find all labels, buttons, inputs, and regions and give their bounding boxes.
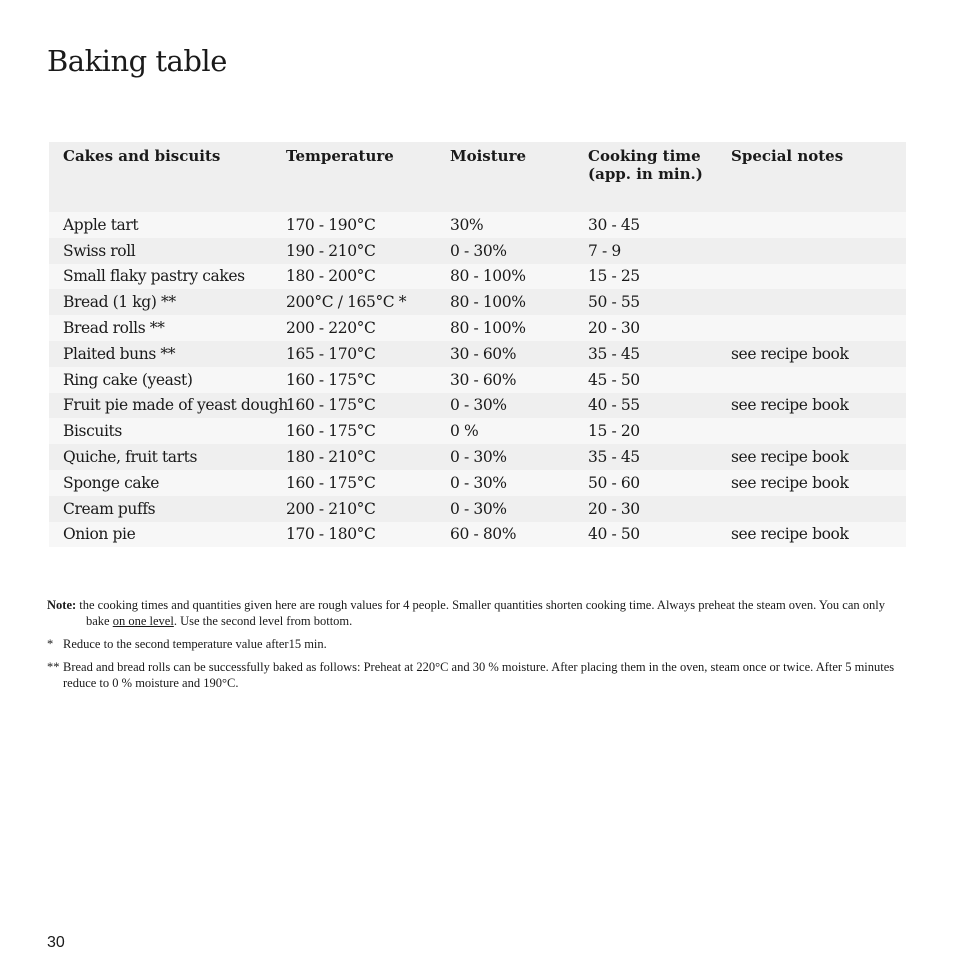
special-notes-cell: [717, 367, 906, 393]
cooking-time-cell: 35 - 45: [588, 448, 640, 467]
special-notes-cell: [717, 315, 906, 341]
special-notes-cell: see recipe book: [731, 448, 849, 467]
double-star-text: Bread and bread rolls can be successfully baked as follows: Preheat at 220°C and 30 % moisture. After placing them in the oven, steam once or twice. After 5 minutes reduce to 0 % moisture and 190°C.: [63, 660, 895, 690]
table-row: [49, 470, 906, 496]
single-star-text: Reduce to the second temperature value after15 min.: [63, 637, 327, 651]
page-number: 30: [47, 934, 65, 951]
column-header: [49, 142, 272, 212]
double-star-marker: **: [47, 660, 60, 674]
item-cell: Sponge cake: [63, 473, 159, 492]
general-note: [47, 597, 907, 629]
special-notes-cell: [717, 418, 906, 444]
table-row: [49, 393, 906, 419]
table-row: [49, 341, 906, 367]
table-row: [49, 522, 906, 548]
table-row: [49, 418, 906, 444]
special-notes-cell: see recipe book: [731, 473, 849, 492]
item-cell: Cream puffs: [63, 499, 156, 518]
table-header: [49, 142, 906, 212]
note-text-part-1: the cooking times and quantities given here are rough values for 4 people. Smaller quantities shorten cooking time. Always preheat the steam oven. You can only bake: [79, 598, 885, 628]
temperature-cell: 170 - 180°C: [286, 525, 376, 544]
single-star-note: [47, 636, 907, 652]
notes-section: [47, 597, 907, 698]
double-star-note: [47, 659, 907, 691]
column-header-label: (app. in min.): [588, 165, 703, 183]
special-notes-cell: see recipe book: [731, 396, 849, 415]
moisture-cell: 80 - 100%: [450, 319, 526, 338]
cooking-time-cell: 40 - 50: [588, 525, 640, 544]
header-row: [49, 142, 906, 212]
temperature-cell: 160 - 175°C: [286, 422, 376, 441]
special-notes-cell: [717, 289, 906, 315]
item-cell: Plaited buns **: [63, 344, 176, 363]
table-row: [49, 496, 906, 522]
cooking-time-cell: 40 - 55: [588, 396, 640, 415]
column-header-label: Special notes: [731, 147, 844, 165]
cooking-time-cell: 45 - 50: [588, 370, 640, 389]
temperature-cell: 200 - 220°C: [286, 319, 376, 338]
table-row: [49, 444, 906, 470]
table-body: [49, 212, 906, 547]
note-text-part-2: . Use the second level from bottom.: [173, 614, 353, 628]
item-cell: Quiche, fruit tarts: [63, 448, 198, 467]
temperature-cell: 160 - 175°C: [286, 396, 376, 415]
page-title: Baking table: [47, 44, 227, 78]
table-row: [49, 367, 906, 393]
table-row: [49, 238, 906, 264]
moisture-cell: 60 - 80%: [450, 525, 517, 544]
cooking-time-cell: 7 - 9: [588, 241, 621, 260]
single-star-marker: *: [47, 637, 54, 651]
table-row: [49, 264, 906, 290]
item-cell: Bread rolls **: [63, 319, 165, 338]
special-notes-cell: [717, 212, 906, 238]
temperature-cell: 165 - 170°C: [286, 344, 376, 363]
note-label: Note:: [47, 598, 77, 612]
item-cell: Swiss roll: [63, 241, 136, 260]
moisture-cell: 0 - 30%: [450, 241, 507, 260]
table-row: [49, 289, 906, 315]
baking-table: [49, 142, 906, 547]
item-cell: Small flaky pastry cakes: [63, 267, 245, 286]
temperature-cell: 160 - 175°C: [286, 370, 376, 389]
item-cell: Apple tart: [63, 215, 139, 234]
column-header: [272, 142, 436, 212]
note-underlined-text: on one level: [112, 614, 174, 628]
moisture-cell: 0 - 30%: [450, 473, 507, 492]
column-header-label: Cooking time: [588, 147, 701, 165]
special-notes-cell: [717, 238, 906, 264]
column-header-label: Moisture: [450, 147, 527, 165]
column-header: [717, 142, 906, 212]
special-notes-cell: [717, 496, 906, 522]
moisture-cell: 0 - 30%: [450, 448, 507, 467]
cooking-time-cell: 20 - 30: [588, 319, 640, 338]
temperature-cell: 200 - 210°C: [286, 499, 376, 518]
item-cell: Fruit pie made of yeast dough: [63, 396, 289, 415]
item-cell: Onion pie: [63, 525, 136, 544]
item-cell: Ring cake (yeast): [63, 370, 193, 389]
moisture-cell: 80 - 100%: [450, 293, 526, 312]
cooking-time-cell: 15 - 25: [588, 267, 640, 286]
moisture-cell: 30%: [450, 215, 484, 234]
temperature-cell: 180 - 200°C: [286, 267, 376, 286]
special-notes-cell: [717, 264, 906, 290]
moisture-cell: 30 - 60%: [450, 344, 517, 363]
column-header: [574, 142, 717, 212]
special-notes-cell: see recipe book: [731, 525, 849, 544]
moisture-cell: 0 %: [450, 422, 479, 441]
item-cell: Bread (1 kg) **: [63, 293, 176, 312]
temperature-cell: 200°C / 165°C *: [286, 293, 407, 312]
moisture-cell: 0 - 30%: [450, 499, 507, 518]
column-header: [436, 142, 574, 212]
temperature-cell: 160 - 175°C: [286, 473, 376, 492]
item-cell: Biscuits: [63, 422, 122, 441]
column-header-label: Cakes and biscuits: [63, 147, 221, 165]
moisture-cell: 80 - 100%: [450, 267, 526, 286]
moisture-cell: 30 - 60%: [450, 370, 517, 389]
moisture-cell: 0 - 30%: [450, 396, 507, 415]
cooking-time-cell: 20 - 30: [588, 499, 640, 518]
column-header-label: Temperature: [286, 147, 394, 165]
table-row: [49, 315, 906, 341]
cooking-time-cell: 50 - 55: [588, 293, 640, 312]
temperature-cell: 170 - 190°C: [286, 215, 376, 234]
temperature-cell: 180 - 210°C: [286, 448, 376, 467]
cooking-time-cell: 50 - 60: [588, 473, 640, 492]
cooking-time-cell: 30 - 45: [588, 215, 640, 234]
cooking-time-cell: 35 - 45: [588, 344, 640, 363]
temperature-cell: 190 - 210°C: [286, 241, 376, 260]
table-row: [49, 212, 906, 238]
special-notes-cell: see recipe book: [731, 344, 849, 363]
cooking-time-cell: 15 - 20: [588, 422, 640, 441]
